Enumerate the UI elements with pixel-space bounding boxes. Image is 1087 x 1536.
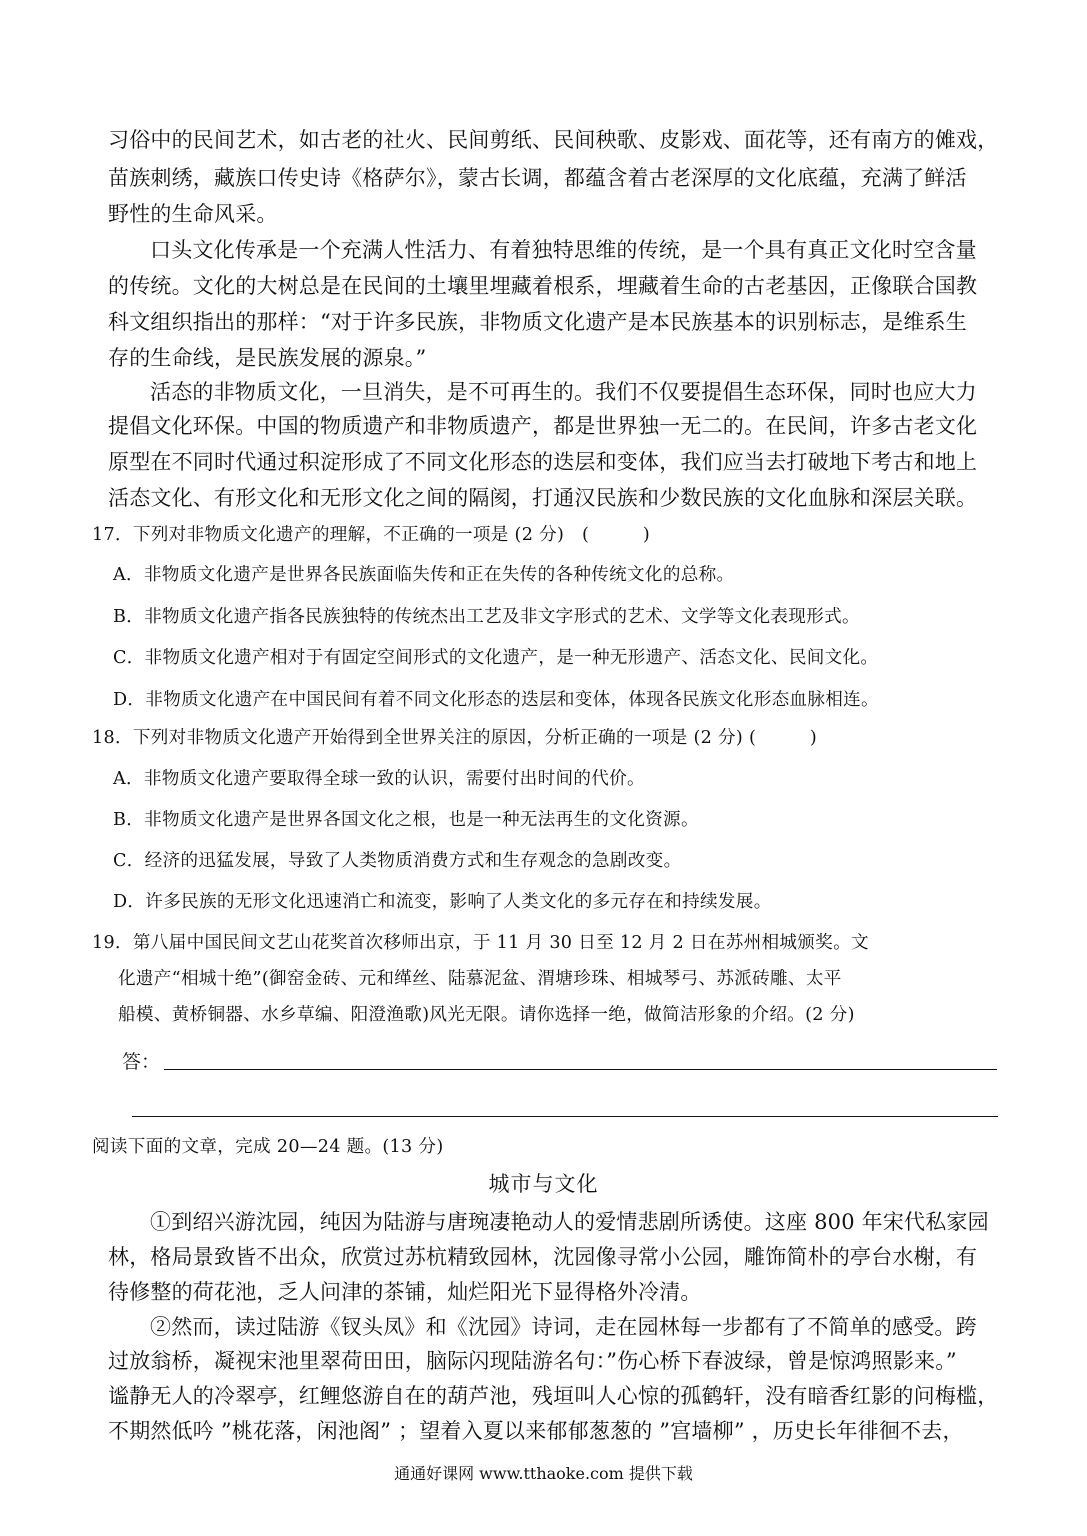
question-18-option-b: B．非物质文化遗产是世界各国文化之根，也是一种无法再生的文化资源。	[113, 810, 699, 830]
paragraph-line: 的传统。文化的大树总是在民间的土壤里埋藏着根系，埋藏着生命的古老基因，正像联合国教	[108, 274, 978, 298]
paragraph-line: 不期然低吟 ”桃花落，闲池阁” ；望着入夏以来郁郁葱葱的 ”宫墙柳” ，历史长年徘徊不去，	[108, 1419, 964, 1443]
question-18-option-d: D．许多民族的无形文化迅速消亡和流变，影响了人类文化的多元存在和持续发展。	[113, 892, 772, 912]
paragraph-line: 林，格局景致皆不出众，欣赏过苏杭精致园林，沈园像寻常小公园，雕饰简朴的亭台水榭，有	[108, 1245, 978, 1269]
answer-line[interactable]	[132, 1116, 998, 1117]
question-18-option-a: A．非物质文化遗产要取得全球一致的认识，需要付出时间的代价。	[113, 769, 645, 789]
answer-line[interactable]	[164, 1069, 997, 1070]
question-17-option-a: A．非物质文化遗产是世界各民族面临失传和正在失传的各种传统文化的总称。	[113, 565, 735, 585]
question-19-stem-cont: 船模、黄桥铜器、水乡草编、阳澄渔歌)风光无限。请你选择一绝，做简洁形象的介绍。(2 分)	[118, 1005, 855, 1025]
answer-label: 答：	[122, 1051, 161, 1073]
paragraph-line: 野性的生命风采。	[108, 202, 278, 226]
paragraph-line: 提倡文化环保。中国的物质遗产和非物质遗产，都是世界独一无二的。在民间，许多古老文化	[108, 414, 978, 438]
paragraph-line: 待修整的荷花池，乏人问津的茶铺，灿烂阳光下显得格外冷清。	[108, 1280, 702, 1304]
paragraph-line: 习俗中的民间艺术，如古老的社火、民间剪纸、民间秧歌、皮影戏、面花等，还有南方的傩戏，	[108, 128, 999, 152]
paragraph-line: 活态文化、有形文化和无形文化之间的隔阂，打通汉民族和少数民族的文化血脉和深层关联。	[108, 486, 978, 510]
question-17-option-b: B．非物质文化遗产指各民族独特的传统杰出工艺及非文字形式的艺术、文学等文化表现形式。	[113, 607, 860, 627]
question-17-stem: 17．下列对非物质文化遗产的理解，不正确的一项是 (2 分) ( )	[92, 525, 651, 545]
paragraph-line: 过放翁桥，凝视宋池里翠荷田田，脑际闪现陆游名句：”伤心桥下春波绿，曾是惊鸿照影来。”	[108, 1349, 957, 1373]
question-17-option-d: D．非物质文化遗产在中国民间有着不同文化形态的迭层和变体，体现各民族文化形态血脉相连。	[113, 690, 879, 710]
page-footer: 通通好课网 www.tthaoke.com 提供下载	[394, 1464, 693, 1483]
paragraph-line: ①到绍兴游沈园，纯因为陆游与唐琬凄艳动人的爱情悲剧所诱使。这座 800 年宋代私家园	[150, 1210, 989, 1234]
section-instruction: 阅读下面的文章，完成 20—24 题。(13 分)	[92, 1137, 444, 1157]
paragraph-line: 科文组织指出的那样：“对于许多民族，非物质文化遗产是本民族基本的识别标志，是维系生	[108, 310, 967, 334]
question-17-option-c: C．非物质文化遗产相对于有固定空间形式的文化遗产，是一种无形遗产、活态文化、民间文化。	[113, 648, 879, 668]
question-19-stem: 19．第八届中国民间文艺山花奖首次移师出京，于 11 月 30 日至 12 月 2 日在苏州相城颁奖。文	[92, 933, 869, 953]
question-19-stem-cont: 化遗产“相城十绝”(御窑金砖、元和缂丝、陆慕泥盆、渭塘珍珠、相城琴弓、苏派砖雕、太平	[118, 969, 842, 989]
article-title: 城市与文化	[488, 1172, 599, 1196]
paragraph-line: 原型在不同时代通过积淀形成了不同文化形态的迭层和变体，我们应当去打破地下考古和地上	[108, 450, 978, 474]
paragraph-line: ②然而，读过陆游《钗头凤》和《沈园》诗词，走在园林每一步都有了不简单的感受。跨	[150, 1315, 977, 1339]
paragraph-line: 口头文化传承是一个充满人性活力、有着独特思维的传统，是一个具有真正文化时空含量	[150, 238, 977, 262]
paragraph-line: 活态的非物质文化，一旦消失，是不可再生的。我们不仅要提倡生态环保，同时也应大力	[150, 380, 977, 404]
paragraph-line: 存的生命线，是民族发展的源泉。”	[108, 346, 427, 370]
question-18-option-c: C．经济的迅猛发展，导致了人类物质消费方式和生存观念的急剧改变。	[113, 851, 682, 871]
paragraph-line: 苗族刺绣，藏族口传史诗《格萨尔》，蒙古长调，都蕴含着古老深厚的文化底蕴，充满了鲜活	[108, 166, 967, 190]
paragraph-line: 谧静无人的冷翠亭，红鲤悠游自在的葫芦池，残垣叫人心惊的孤鹤轩，没有暗香红影的问梅槛，	[108, 1384, 999, 1408]
question-18-stem: 18．下列对非物质文化遗产开始得到全世界关注的原因，分析正确的一项是 (2 分) ( )	[92, 728, 817, 748]
